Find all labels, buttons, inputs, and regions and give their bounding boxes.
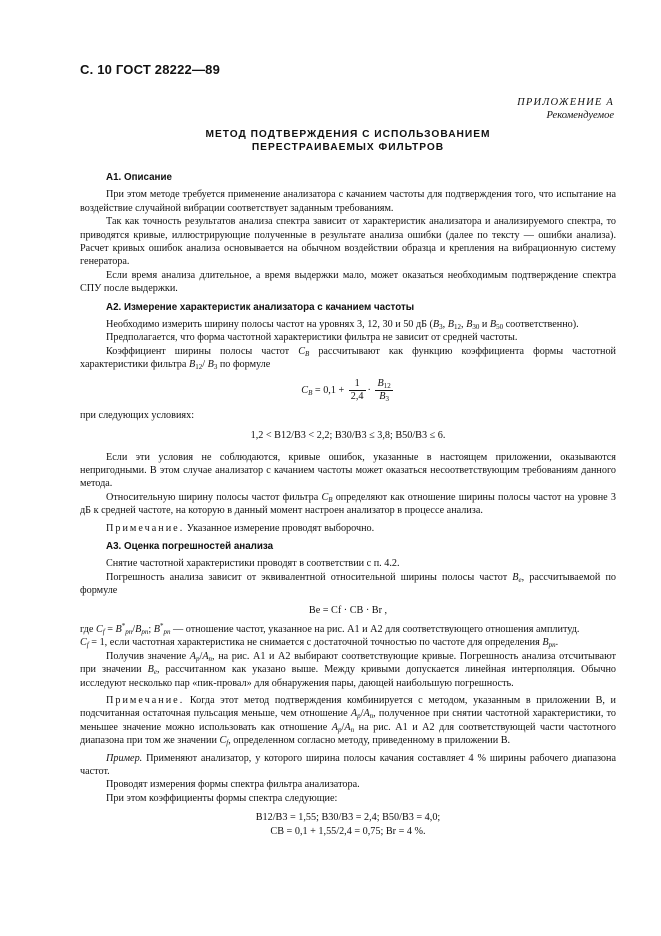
a3-paragraph-4: $C_f = 1$, если частотная характеристика не снимается с достаточной точностью по частоте для определения $B_{pn}$. — [80, 637, 559, 650]
heading-a3: А3. Оценка погрешностей анализа — [106, 540, 274, 552]
formula-be: Be = Cf · CB · Br , — [308, 604, 388, 616]
result-line-1: B12/B3 = 1,55; B30/B3 = 2,4; B50/B3 = 4,0; — [255, 812, 441, 824]
appendix-status: Рекомендуемое — [546, 110, 614, 121]
a3-paragraph-2: Погрешность анализа зависит от эквивалентной относительной ширины полосы частот $B_e$, рассчитываемой по формуле — [80, 571, 616, 597]
appendix-title: ПРИЛОЖЕНИЕ А — [517, 97, 614, 108]
a1-paragraph-1: При этом методе требуется применение анализатора с качанием частоты для подтверждения того, что испытание на воздействие случайной вибрации соответствует заданным требованиям. — [80, 189, 616, 214]
heading-a2: А2. Измерение характеристик анализатора с качанием частоты — [106, 301, 415, 313]
title-line-1: МЕТОД ПОДТВЕРЖДЕНИЯ С ИСПОЛЬЗОВАНИЕМ — [205, 129, 491, 140]
a2-note: Примечание. Указанное измерение проводят выборочно. — [106, 522, 375, 534]
a1-paragraph-3: Если время анализа длительное, а время выдержки мало, может оказаться необходимым подтверждение спектра СПУ после выдержки. — [80, 269, 616, 295]
conditions-intro: при следующих условиях: — [80, 409, 195, 421]
a2-paragraph-3: Коэффициент ширины полосы частот $C_B$ рассчитывают как функцию коэффициента формы частотной характеристики фильтра $B_{12}/$ $B_3$ по формуле — [80, 345, 616, 372]
a2-paragraph-1: Необходимо измерить ширину полосы частот на уровнях 3, 12, 30 и 50 дБ ($B_3$, $B_{12}$, $B_{30}$ и $B_{50}$ соответственно). — [106, 319, 579, 332]
a3-paragraph-1: Снятие частотной характеристики проводят в соответствии с п. 4.2. — [106, 558, 400, 570]
a2-paragraph-5: Относительную ширину полосы частот фильтра $C_B$ определяют как отношение ширины полосы частот на уровне 3 дБ к средней частоте, на которую в данный момент настроен анализатор в процессе анализа. — [80, 491, 616, 517]
title-line-2: ПЕРЕСТРАИВАЕМЫХ ФИЛЬТРОВ — [251, 142, 445, 153]
a1-paragraph-2: Так как точность результатов анализа спектра зависит от характеристик анализатора и анализируемого спектра, то приводятся кривые, иллюстрирующие полученные в результате анализа ошибки (далее по тексту — ошибки анализа). Расчет кривых ошибок анализа основывается на обычном воздействии образца и крепления на вибрационную систему генератора. — [80, 216, 616, 268]
heading-a1: А1. Описание — [106, 172, 172, 183]
formula-cb: $C_B = 0,1$ + $\frac{1}{2,4}$ · $\frac{B_{12}}{B_3}$ — [301, 377, 391, 403]
page-header: С. 10 ГОСТ 28222—89 — [80, 62, 221, 77]
a2-paragraph-2: Предполагается, что форма частотной характеристики фильтра не зависит от средней частоты. — [106, 332, 518, 344]
appendix-label — [517, 96, 614, 122]
result-line-2: CB = 0,1 + 1,55/2,4 = 0,75; Br = 4 %. — [270, 826, 426, 838]
document-body — [80, 170, 616, 839]
a2-paragraph-4: Если эти условия не соблюдаются, кривые ошибок, указанные в настоящем приложении, оказываются непригодными. В этом случае анализатор с качанием частоты может оказаться несоответствующим требованиям данного метода. — [80, 451, 616, 490]
a3-paragraph-6: Проводят измерения формы спектра фильтра анализатора. — [106, 779, 360, 791]
a3-paragraph-3: где $C_f = B^*_{pn}/B_{pn}$; $B^*_{pn}$ — отношение частот, указанное на рис. А1 и А2 для соответствующего отношения амплитуд. — [80, 621, 580, 636]
conditions-formula: 1,2 < B12/B3 < 2,2; B30/B3 ≤ 3,8; B50/B3 ≤ 6. — [250, 430, 446, 442]
section-title — [80, 128, 616, 154]
a3-example: Пример. Применяют анализатор, у которого ширина полосы качания составляет 4 % ширины рабочего диапазона частот. — [80, 752, 616, 778]
a3-paragraph-7: При этом коэффициенты формы спектра следующие: — [106, 792, 338, 804]
a3-note: Примечание. Когда этот метод подтверждения комбинируется с методом, указанным в приложении В, и подсчитанная остаточная пульсация меньше, чем отношение $A_p/A_n$, полученное при снятии частотной характеристики, то меньшее значение можно использовать как отношение $A_p/A_n$ на рис. А1 и А2 для соответствующей части частотного диапазона при том же значении $C_f$, определенном согласно методу, приведенному в приложении В. — [80, 695, 616, 748]
a3-paragraph-5: Получив значение $A_p/A_n$, на рис. А1 и А2 выбирают соответствующие кривые. Погрешность анализа отсчитывают при значении $B_e$, рассчитанном как указано выше. Между кривыми допускается линейная интерполяция. Обычно исследуют несколько пар «пик-провал» для обнаружения пары, дающей наибольшую погрешность. — [80, 650, 616, 689]
